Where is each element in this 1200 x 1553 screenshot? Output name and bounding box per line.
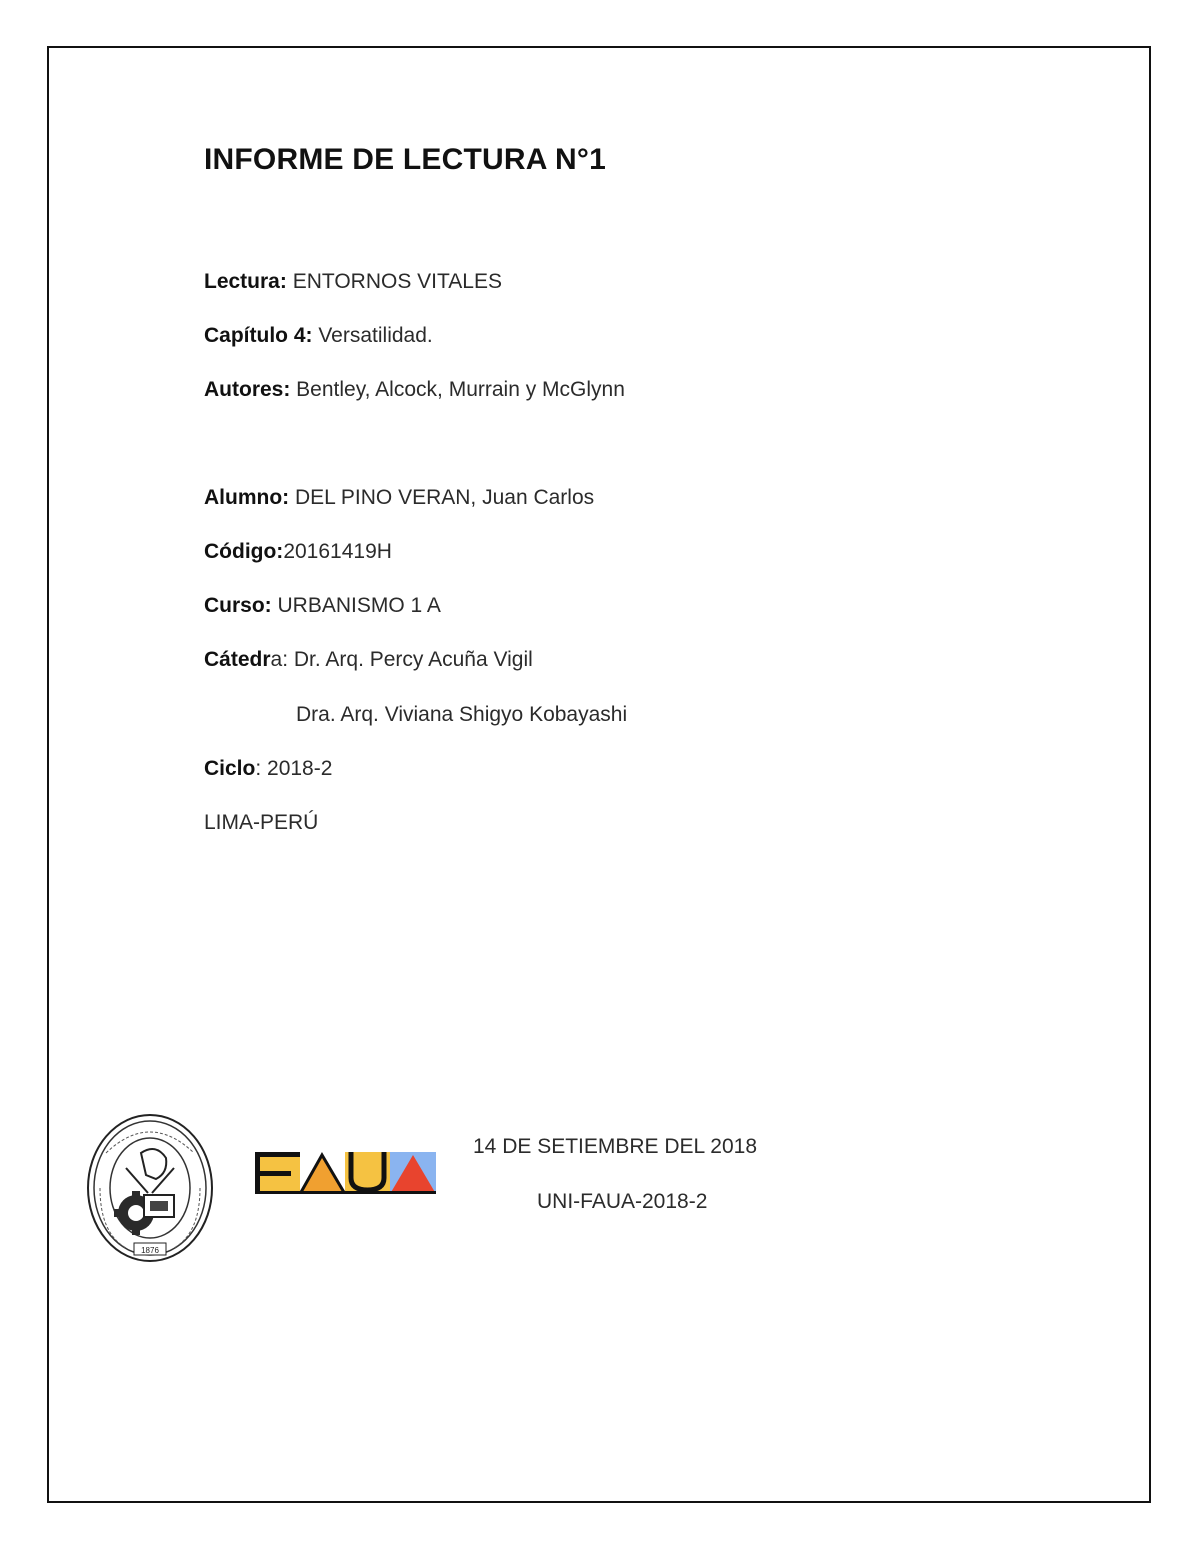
field-value: LIMA-PERÚ (204, 811, 319, 834)
field-value: Versatilidad. (312, 324, 433, 347)
faua-logo (255, 1152, 436, 1194)
field-value: Dra. Arq. Viviana Shigyo Kobayashi (296, 703, 628, 726)
field-catedra (204, 648, 533, 672)
field-catedra-second (296, 703, 627, 727)
footer-code: UNI-FAUA-2018-2 (537, 1190, 708, 1213)
seal-year: 1876 (141, 1246, 159, 1255)
field-value: DEL PINO VERAN, Juan Carlos (289, 486, 595, 509)
footer-date: 14 DE SETIEMBRE DEL 2018 (473, 1135, 758, 1158)
field-value: Bentley, Alcock, Murrain y McGlynn (290, 378, 625, 401)
field-label: Alumno: (204, 486, 290, 509)
field-lectura (204, 270, 502, 294)
field-label: Lectura: (204, 270, 287, 293)
field-capitulo (204, 324, 433, 348)
field-value: a: Dr. Arq. Percy Acuña Vigil (270, 648, 533, 671)
field-label: Curso: (204, 594, 272, 617)
field-label: Ciclo (204, 757, 256, 780)
field-label: Autores: (204, 378, 291, 401)
field-value: : 2018-2 (255, 757, 333, 780)
uni-seal-logo (86, 1113, 214, 1263)
document-title: INFORME DE LECTURA N°1 (204, 143, 606, 176)
field-label: Capítulo 4: (204, 324, 313, 347)
field-value: ENTORNOS VITALES (286, 270, 502, 293)
field-ciclo (204, 757, 332, 781)
field-label: Cátedr (204, 648, 271, 671)
field-lugar (204, 811, 318, 835)
field-value: URBANISMO 1 A (271, 594, 441, 617)
field-codigo (204, 540, 392, 564)
field-label: Código: (204, 540, 284, 563)
field-curso (204, 594, 441, 618)
field-value: 20161419H (283, 540, 392, 563)
field-autores (204, 378, 625, 402)
field-alumno (204, 486, 594, 510)
